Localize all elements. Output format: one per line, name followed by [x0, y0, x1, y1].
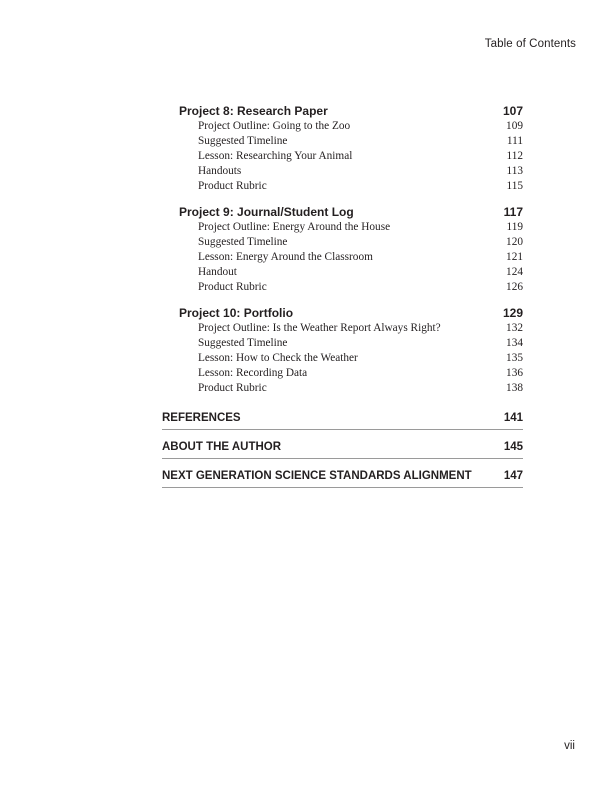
toc-project-9 [162, 205, 523, 295]
toc-entry[interactable] [162, 280, 523, 295]
toc-section-references[interactable] [162, 407, 523, 430]
section-title: NEXT GENERATION SCIENCE STANDARDS ALIGNMENT [162, 470, 472, 482]
toc-entry-page: 109 [506, 120, 523, 132]
toc-entry-page: 134 [506, 337, 523, 349]
toc-entry-page: 119 [506, 221, 523, 233]
project-heading[interactable] [162, 306, 523, 321]
section-page-number: 145 [503, 441, 523, 453]
toc-entry-label: Lesson: Energy Around the Classroom [198, 251, 373, 263]
toc-section-ngss-alignment[interactable] [162, 465, 523, 488]
toc-entry[interactable] [162, 250, 523, 265]
toc-entry[interactable] [162, 265, 523, 280]
toc-entry[interactable] [162, 179, 523, 194]
toc-entry[interactable] [162, 220, 523, 235]
toc-entry-page: 120 [506, 236, 523, 248]
project-page-number: 107 [502, 104, 523, 118]
toc-section-about-the-author[interactable] [162, 436, 523, 459]
toc-entry-label: Project Outline: Going to the Zoo [198, 120, 351, 132]
toc-entry[interactable] [162, 149, 523, 164]
toc-entry-page: 126 [506, 281, 523, 293]
back-matter-sections [162, 407, 523, 488]
project-title: Project 8: Research Paper [179, 104, 328, 118]
toc-entry-page: 121 [506, 251, 523, 263]
toc-entry[interactable] [162, 164, 523, 179]
section-page-number: 141 [503, 412, 523, 424]
toc-entry-page: 112 [506, 150, 523, 162]
toc-entry-label: Suggested Timeline [198, 337, 288, 349]
project-heading[interactable] [162, 104, 523, 119]
toc-entry-page: 136 [506, 367, 523, 379]
section-title: REFERENCES [162, 412, 241, 424]
toc-entry-label: Product Rubric [198, 180, 267, 192]
toc-entry-label: Product Rubric [198, 281, 267, 293]
toc-entry-label: Suggested Timeline [198, 135, 288, 147]
toc-entry[interactable] [162, 351, 523, 366]
toc-entry-page: 113 [506, 165, 523, 177]
table-of-contents [162, 104, 523, 494]
toc-entry-label: Handout [198, 266, 237, 278]
project-title: Project 9: Journal/Student Log [179, 205, 354, 219]
toc-entry-page: 135 [506, 352, 523, 364]
project-page-number: 117 [503, 205, 523, 219]
toc-entry-label: Suggested Timeline [198, 236, 288, 248]
toc-entry-label: Lesson: How to Check the Weather [198, 352, 358, 364]
toc-project-8 [162, 104, 523, 194]
toc-project-10 [162, 306, 523, 396]
toc-entry-label: Project Outline: Is the Weather Report Always Right? [198, 322, 441, 334]
toc-entry-label: Lesson: Researching Your Animal [198, 150, 353, 162]
page-number: vii [564, 740, 575, 752]
project-heading[interactable] [162, 205, 523, 220]
toc-entry[interactable] [162, 321, 523, 336]
toc-entry[interactable] [162, 366, 523, 381]
toc-entry-page: 111 [506, 135, 523, 147]
toc-entry-page: 132 [506, 322, 523, 334]
toc-entry[interactable] [162, 381, 523, 396]
toc-entry-label: Project Outline: Energy Around the House [198, 221, 391, 233]
toc-entry[interactable] [162, 119, 523, 134]
toc-entry-page: 124 [506, 266, 523, 278]
running-head: Table of Contents [484, 38, 576, 50]
toc-entry[interactable] [162, 336, 523, 351]
toc-entry[interactable] [162, 235, 523, 250]
toc-entry-label: Lesson: Recording Data [198, 367, 308, 379]
toc-entry-page: 115 [506, 180, 523, 192]
project-title: Project 10: Portfolio [179, 306, 294, 320]
toc-entry-label: Product Rubric [198, 382, 267, 394]
section-page-number: 147 [503, 470, 523, 482]
project-page-number: 129 [502, 306, 523, 320]
toc-entry-page: 138 [506, 382, 523, 394]
toc-entry[interactable] [162, 134, 523, 149]
section-title: ABOUT THE AUTHOR [162, 441, 282, 453]
toc-entry-label: Handouts [198, 165, 242, 177]
